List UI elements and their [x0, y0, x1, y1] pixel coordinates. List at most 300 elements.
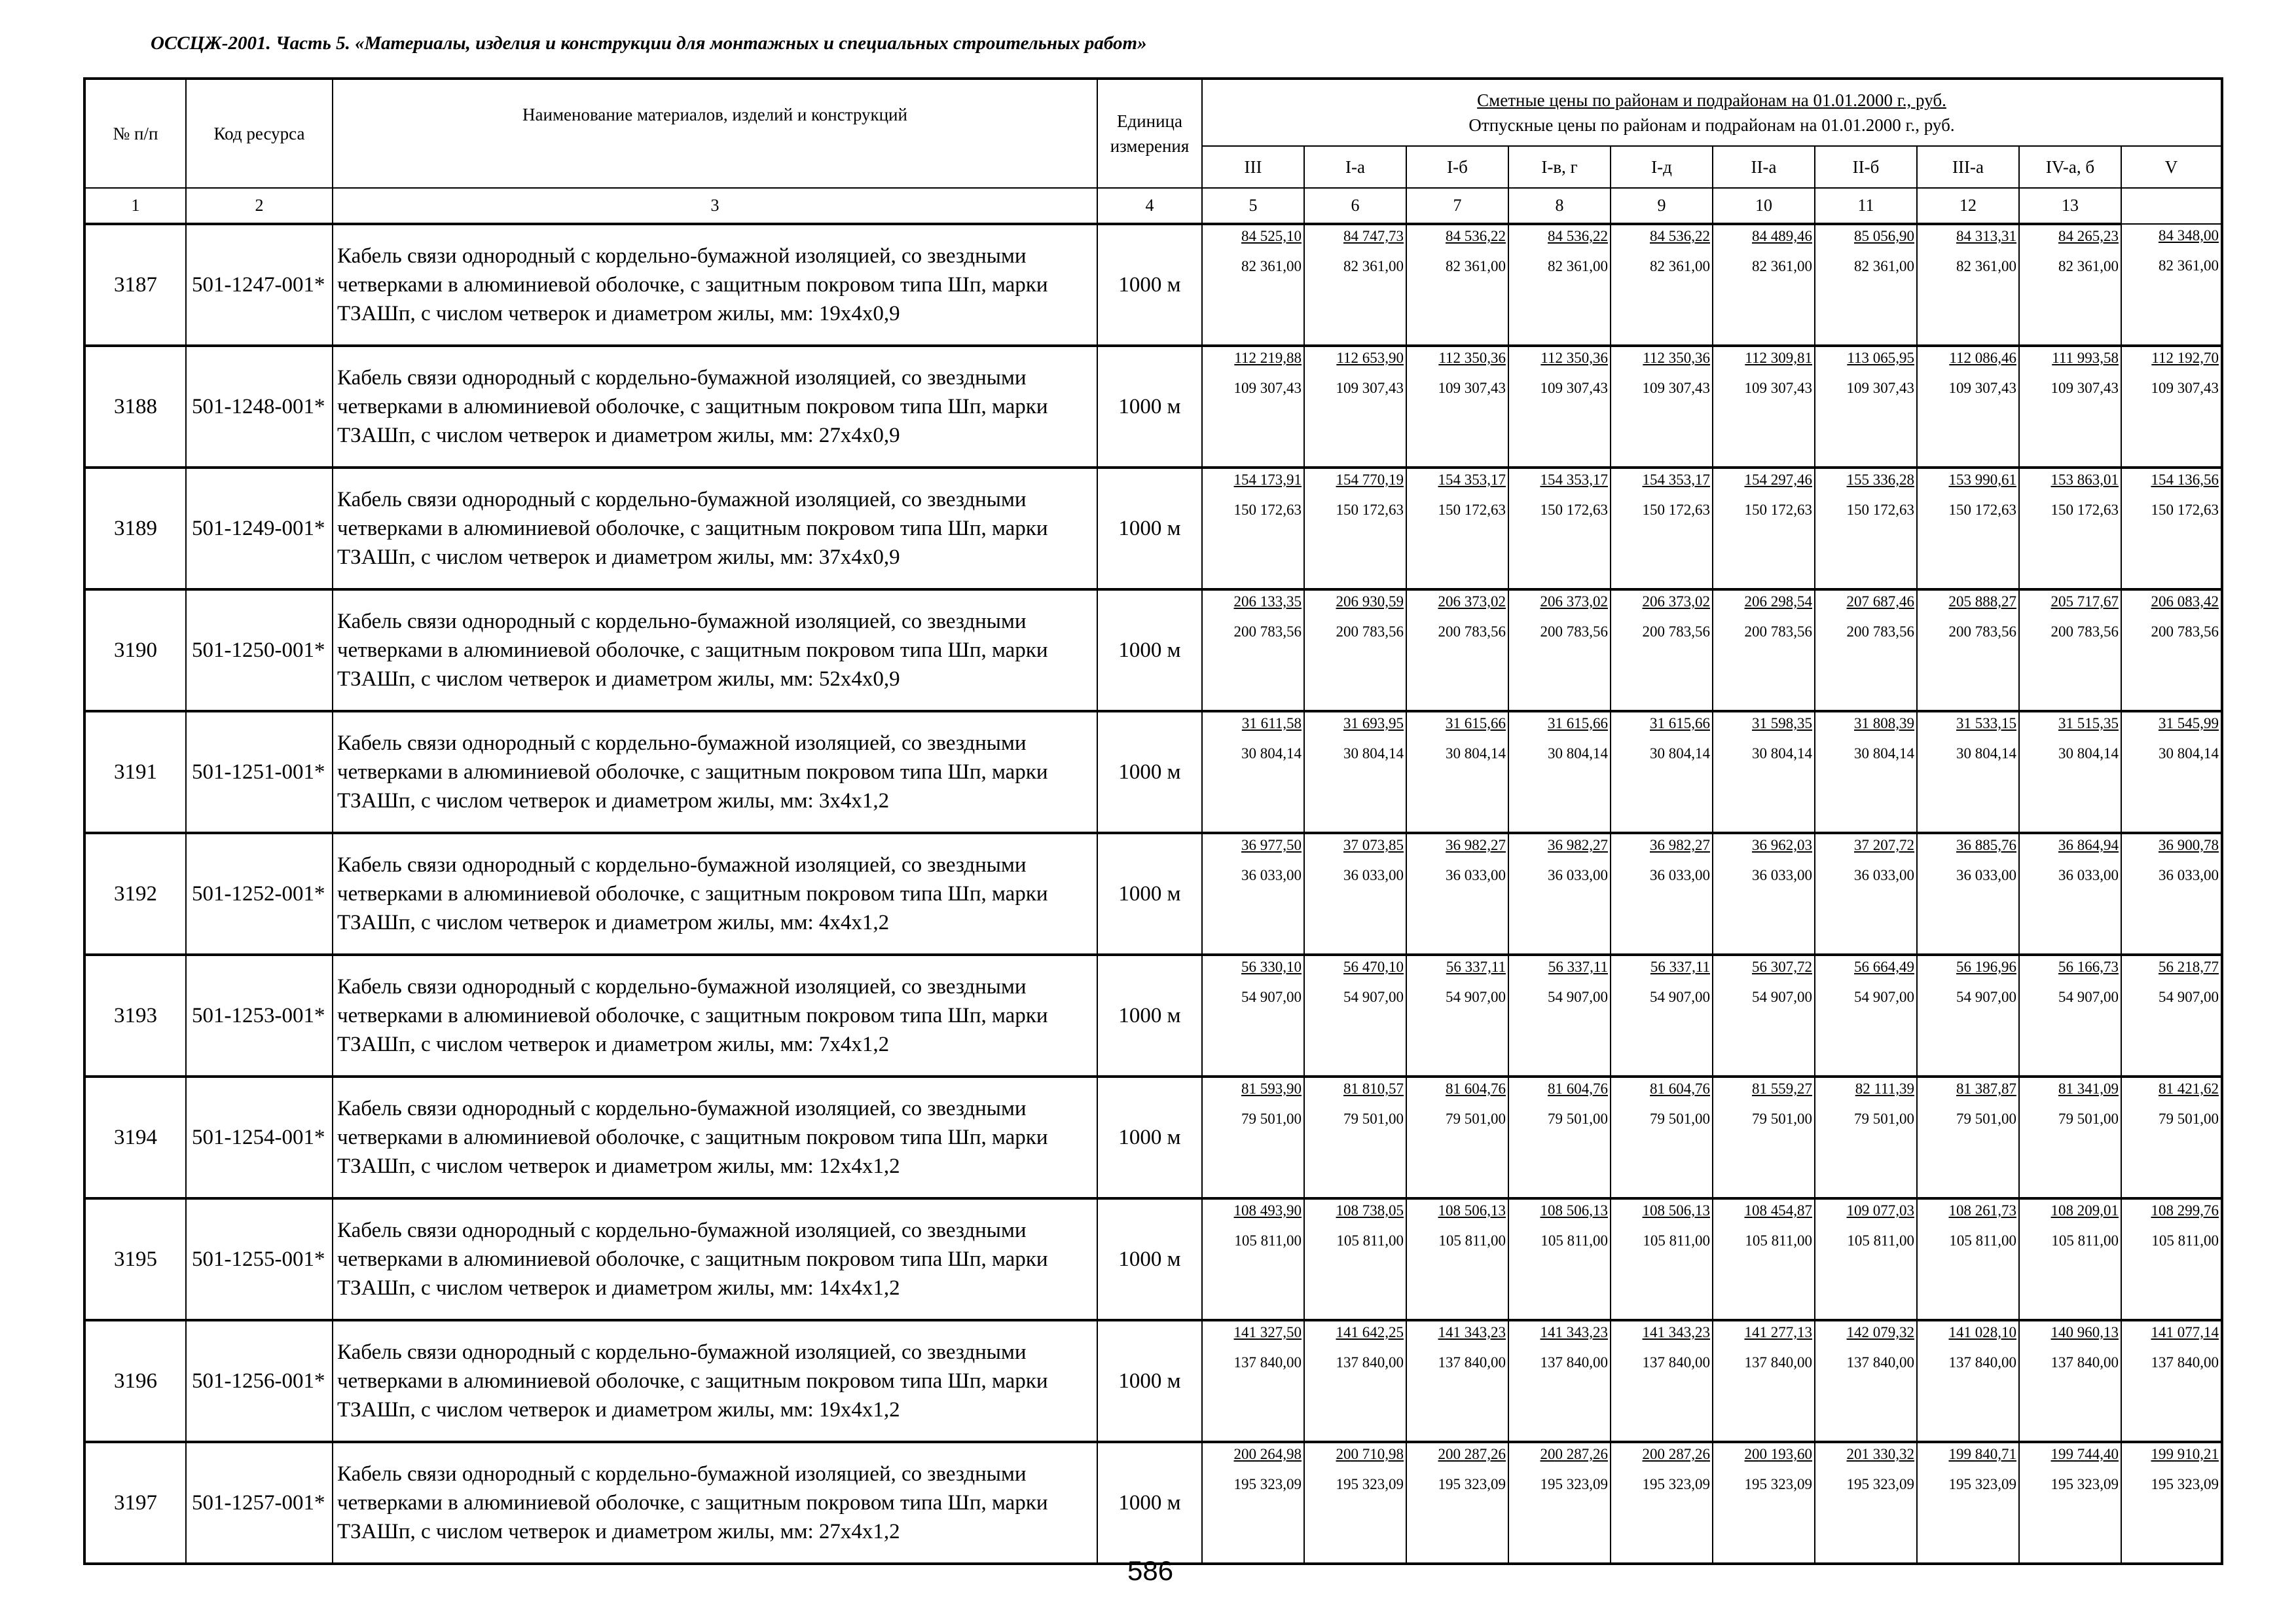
region-header: III — [1202, 146, 1304, 188]
unit-of-measure: 1000 м — [1097, 955, 1202, 1077]
price-cell — [1406, 468, 1508, 589]
price-cell — [1917, 711, 2019, 833]
price-cell — [1815, 1320, 1917, 1442]
price-cell — [1406, 224, 1508, 346]
estimated-price: 108 506,13 — [1540, 1202, 1608, 1219]
row-number: 3190 — [84, 589, 186, 711]
price-cell — [1815, 468, 1917, 589]
price-cell — [1202, 1320, 1304, 1442]
resource-name: Кабель связи однородный с кордельно-бумажной изоляцией, со звездными четверками в алюминиевой оболочке, с защитным покровом типа Шп, марки ТЗАШп, с числом четверок и диаметром жилы, мм: 52х4х0,9 — [333, 589, 1097, 711]
release-price: 82 361,00 — [1446, 258, 1506, 274]
price-cell — [1202, 589, 1304, 711]
table-row — [84, 955, 2222, 1077]
release-price: 195 323,09 — [1948, 1476, 2016, 1492]
estimated-price: 81 559,27 — [1752, 1080, 1812, 1097]
estimated-price: 31 615,66 — [1650, 715, 1710, 731]
release-price: 137 840,00 — [1233, 1354, 1302, 1371]
row-number: 3197 — [84, 1442, 186, 1564]
price-cell — [1406, 1077, 1508, 1198]
estimated-price: 155 336,28 — [1846, 471, 1914, 488]
price-cell — [1304, 1198, 1406, 1320]
estimated-price: 56 337,11 — [1446, 959, 1506, 975]
release-price: 105 811,00 — [1336, 1232, 1404, 1249]
price-cell — [1304, 1442, 1406, 1564]
release-price: 150 172,63 — [1744, 502, 1812, 518]
price-cell — [1713, 1442, 1815, 1564]
resource-code: 501-1252-001* — [186, 833, 333, 955]
estimated-price: 36 900,78 — [2159, 837, 2219, 853]
release-price: 105 811,00 — [1643, 1232, 1710, 1249]
price-cell — [1713, 224, 1815, 346]
release-price: 105 811,00 — [1745, 1232, 1812, 1249]
release-price: 30 804,14 — [1241, 745, 1302, 762]
resource-name: Кабель связи однородный с кордельно-бумажной изоляцией, со звездными четверками в алюминиевой оболочке, с защитным покровом типа Шп, марки ТЗАШп, с числом четверок и диаметром жилы, мм: 12х4х1,2 — [333, 1077, 1097, 1198]
estimated-price: 206 373,02 — [1642, 593, 1710, 610]
table-row — [84, 589, 2222, 711]
estimated-price: 108 738,05 — [1336, 1202, 1404, 1219]
region-header: IV-а, б — [2019, 146, 2121, 188]
col-header-prices — [1202, 79, 2222, 146]
price-cell — [2121, 955, 2222, 1077]
price-cell — [1917, 833, 2019, 955]
release-price: 30 804,14 — [1446, 745, 1506, 762]
table-row — [84, 711, 2222, 833]
price-cell — [2019, 1198, 2121, 1320]
estimated-price: 200 287,26 — [1540, 1446, 1608, 1462]
estimated-price: 112 309,81 — [1745, 350, 1812, 366]
price-cell — [1406, 833, 1508, 955]
price-cell — [2121, 1320, 2222, 1442]
estimated-price: 205 888,27 — [1948, 593, 2016, 610]
price-cell — [1917, 224, 2019, 346]
estimated-price: 206 930,59 — [1336, 593, 1404, 610]
price-cell — [1611, 833, 1713, 955]
page-number: 586 — [1127, 1555, 1174, 1586]
resource-name: Кабель связи однородный с кордельно-бумажной изоляцией, со звездными четверками в алюминиевой оболочке, с защитным покровом типа Шп, марки ТЗАШп, с числом четверок и диаметром жилы, мм: 19х4х0,9 — [333, 224, 1097, 346]
estimated-price: 206 373,02 — [1438, 593, 1506, 610]
estimated-price: 154 173,91 — [1233, 471, 1302, 488]
estimated-price: 81 387,87 — [1956, 1080, 2016, 1097]
table-row — [84, 346, 2222, 468]
release-price: 79 501,00 — [1343, 1111, 1404, 1127]
release-price: 79 501,00 — [1241, 1111, 1302, 1127]
estimated-price: 56 330,10 — [1241, 959, 1302, 975]
release-price: 82 361,00 — [2159, 257, 2219, 274]
row-number: 3188 — [84, 346, 186, 468]
estimated-price: 31 515,35 — [2058, 715, 2119, 731]
table-row — [84, 833, 2222, 955]
estimated-price: 206 083,42 — [2151, 593, 2219, 610]
estimated-price: 111 993,58 — [2052, 350, 2119, 366]
table-row — [84, 1077, 2222, 1198]
estimated-price: 36 982,27 — [1446, 837, 1506, 853]
release-price: 30 804,14 — [1650, 745, 1710, 762]
price-cell — [1713, 1320, 1815, 1442]
estimated-price: 81 810,57 — [1343, 1080, 1404, 1097]
release-price: 36 033,00 — [1854, 867, 1914, 883]
column-number: 5 — [1202, 188, 1304, 224]
estimated-price: 84 536,22 — [1548, 228, 1608, 244]
unit-of-measure: 1000 м — [1097, 1198, 1202, 1320]
estimated-price: 112 086,46 — [1949, 350, 2016, 366]
column-number: 1 — [84, 188, 186, 224]
release-price: 150 172,63 — [1540, 502, 1608, 518]
release-price: 79 501,00 — [1650, 1111, 1710, 1127]
price-cell — [1611, 1077, 1713, 1198]
estimated-price: 36 982,27 — [1548, 837, 1608, 853]
release-price: 109 307,43 — [2050, 380, 2119, 396]
release-price: 105 811,00 — [1438, 1232, 1506, 1249]
unit-of-measure: 1000 м — [1097, 468, 1202, 589]
release-price: 195 323,09 — [1744, 1476, 1812, 1492]
price-cell — [2121, 1077, 2222, 1198]
release-price: 54 907,00 — [1548, 989, 1608, 1005]
estimated-price: 141 343,23 — [1642, 1324, 1710, 1340]
release-price: 36 033,00 — [1956, 867, 2016, 883]
unit-of-measure: 1000 м — [1097, 1320, 1202, 1442]
price-cell — [1713, 589, 1815, 711]
price-cell — [1917, 1198, 2019, 1320]
release-price: 150 172,63 — [2050, 502, 2119, 518]
estimated-price: 200 287,26 — [1642, 1446, 1710, 1462]
release-price: 82 361,00 — [1854, 258, 1914, 274]
price-cell — [1917, 589, 2019, 711]
release-price: 150 172,63 — [1948, 502, 2016, 518]
price-cell — [1508, 955, 1611, 1077]
estimated-price: 153 863,01 — [2050, 471, 2119, 488]
estimated-price: 112 192,70 — [2151, 350, 2219, 366]
price-cell — [1713, 346, 1815, 468]
release-price: 195 323,09 — [1846, 1476, 1914, 1492]
release-price: 36 033,00 — [1548, 867, 1608, 883]
resource-code: 501-1247-001* — [186, 224, 333, 346]
release-price: 79 501,00 — [1956, 1111, 2016, 1127]
price-cell — [1815, 711, 1917, 833]
release-price: 109 307,43 — [1948, 380, 2016, 396]
release-price: 195 323,09 — [1642, 1476, 1710, 1492]
price-cell — [1202, 711, 1304, 833]
price-cell — [1202, 1077, 1304, 1198]
estimated-price: 199 910,21 — [2151, 1446, 2219, 1462]
resource-code: 501-1257-001* — [186, 1442, 333, 1564]
price-cell — [1508, 1442, 1611, 1564]
price-cell — [1815, 1442, 1917, 1564]
estimated-price: 84 265,23 — [2058, 228, 2119, 244]
price-cell — [2121, 833, 2222, 955]
column-number: 6 — [1304, 188, 1406, 224]
estimated-price: 56 664,49 — [1854, 959, 1914, 975]
release-price: 137 840,00 — [2151, 1354, 2219, 1371]
release-price: 79 501,00 — [2058, 1111, 2119, 1127]
release-prices-title: Отпускные цены по районам и подрайонам на 01.01.2000 г., руб. — [1468, 115, 1955, 135]
release-price: 82 361,00 — [1343, 258, 1404, 274]
release-price: 105 811,00 — [1234, 1232, 1302, 1249]
release-price: 109 307,43 — [1438, 380, 1506, 396]
estimated-price: 207 687,46 — [1846, 593, 1914, 610]
col-header-code: Код ресурса — [186, 79, 333, 188]
resource-name: Кабель связи однородный с кордельно-бумажной изоляцией, со звездными четверками в алюминиевой оболочке, с защитным покровом типа Шп, марки ТЗАШп, с числом четверок и диаметром жилы, мм: 27х4х0,9 — [333, 346, 1097, 468]
price-cell — [2121, 346, 2222, 468]
estimated-price: 140 960,13 — [2050, 1324, 2119, 1340]
estimated-price: 84 348,00 — [2159, 227, 2219, 244]
estimated-price: 205 717,67 — [2050, 593, 2119, 610]
region-header: I-б — [1406, 146, 1508, 188]
release-price: 195 323,09 — [2151, 1476, 2219, 1492]
col-header-num: № п/п — [84, 79, 186, 188]
release-price: 137 840,00 — [1336, 1354, 1404, 1371]
price-cell — [2019, 468, 2121, 589]
price-cell — [1611, 1442, 1713, 1564]
row-number: 3189 — [84, 468, 186, 589]
unit-of-measure: 1000 м — [1097, 1442, 1202, 1564]
estimated-price: 31 533,15 — [1956, 715, 2016, 731]
estimated-price: 84 313,31 — [1956, 228, 2016, 244]
release-price: 105 811,00 — [2151, 1232, 2219, 1249]
price-cell — [1917, 1077, 2019, 1198]
estimated-price: 206 298,54 — [1744, 593, 1812, 610]
row-number: 3193 — [84, 955, 186, 1077]
price-cell — [1202, 224, 1304, 346]
unit-of-measure: 1000 м — [1097, 711, 1202, 833]
price-cell — [1202, 1198, 1304, 1320]
document-header: ОССЦЖ-2001. Часть 5. «Материалы, изделия и конструкции для монтажных и специальных строительных работ» — [151, 33, 1147, 54]
price-cell — [1202, 346, 1304, 468]
estimated-price: 108 209,01 — [2050, 1202, 2119, 1219]
price-cell — [1406, 1198, 1508, 1320]
estimated-price: 108 261,73 — [1948, 1202, 2016, 1219]
estimated-price: 31 615,66 — [1548, 715, 1608, 731]
price-cell — [1815, 1077, 1917, 1198]
price-cell — [2019, 833, 2121, 955]
estimated-price: 82 111,39 — [1855, 1080, 1914, 1097]
price-cell — [2121, 711, 2222, 833]
release-price: 79 501,00 — [1548, 1111, 1608, 1127]
estimated-price: 56 470,10 — [1343, 959, 1404, 975]
price-cell — [1508, 468, 1611, 589]
unit-of-measure: 1000 м — [1097, 224, 1202, 346]
resource-name: Кабель связи однородный с кордельно-бумажной изоляцией, со звездными четверками в алюминиевой оболочке, с защитным покровом типа Шп, марки ТЗАШп, с числом четверок и диаметром жилы, мм: 3х4х1,2 — [333, 711, 1097, 833]
release-price: 82 361,00 — [2058, 258, 2119, 274]
price-cell — [2019, 955, 2121, 1077]
release-price: 109 307,43 — [1540, 380, 1608, 396]
estimated-price: 141 343,23 — [1540, 1324, 1608, 1340]
column-number: 3 — [333, 188, 1097, 224]
resource-code: 501-1248-001* — [186, 346, 333, 468]
estimated-price: 112 350,36 — [1540, 350, 1608, 366]
unit-of-measure: 1000 м — [1097, 589, 1202, 711]
release-price: 200 783,56 — [1744, 623, 1812, 640]
release-price: 36 033,00 — [2159, 867, 2219, 883]
price-cell — [1917, 468, 2019, 589]
release-price: 150 172,63 — [1336, 502, 1404, 518]
estimated-price: 31 598,35 — [1752, 715, 1812, 731]
col-header-name: Наименование материалов, изделий и конструкций — [333, 79, 1097, 188]
estimated-price: 141 327,50 — [1233, 1324, 1302, 1340]
unit-of-measure: 1000 м — [1097, 346, 1202, 468]
release-price: 82 361,00 — [1548, 258, 1608, 274]
price-cell — [1611, 1320, 1713, 1442]
release-price: 200 783,56 — [1336, 623, 1404, 640]
estimated-price: 84 536,22 — [1650, 228, 1710, 244]
row-number: 3196 — [84, 1320, 186, 1442]
release-price: 195 323,09 — [2050, 1476, 2119, 1492]
price-cell — [2121, 468, 2222, 589]
price-cell — [2121, 224, 2222, 346]
release-price: 54 907,00 — [2159, 989, 2219, 1005]
price-cell — [1917, 346, 2019, 468]
release-price: 200 783,56 — [1846, 623, 1914, 640]
estimated-price: 200 193,60 — [1744, 1446, 1812, 1462]
price-cell — [1304, 589, 1406, 711]
price-cell — [2019, 1442, 2121, 1564]
row-number: 3187 — [84, 224, 186, 346]
release-price: 54 907,00 — [1752, 989, 1812, 1005]
estimated-price: 141 277,13 — [1744, 1324, 1812, 1340]
release-price: 137 840,00 — [1846, 1354, 1914, 1371]
estimated-price: 81 604,76 — [1650, 1080, 1710, 1097]
release-price: 150 172,63 — [1233, 502, 1302, 518]
price-cell — [1713, 1198, 1815, 1320]
estimated-price: 141 028,10 — [1948, 1324, 2016, 1340]
estimated-price: 206 373,02 — [1540, 593, 1608, 610]
release-price: 82 361,00 — [1956, 258, 2016, 274]
release-price: 36 033,00 — [1241, 867, 1302, 883]
price-cell — [1815, 346, 1917, 468]
estimated-price: 112 219,88 — [1234, 350, 1302, 366]
release-price: 137 840,00 — [1744, 1354, 1812, 1371]
estimated-price: 112 653,90 — [1336, 350, 1404, 366]
resource-name: Кабель связи однородный с кордельно-бумажной изоляцией, со звездными четверками в алюминиевой оболочке, с защитным покровом типа Шп, марки ТЗАШп, с числом четверок и диаметром жилы, мм: 7х4х1,2 — [333, 955, 1097, 1077]
release-price: 30 804,14 — [1956, 745, 2016, 762]
region-header: I-д — [1611, 146, 1713, 188]
price-cell — [2019, 346, 2121, 468]
release-price: 54 907,00 — [1650, 989, 1710, 1005]
row-number: 3194 — [84, 1077, 186, 1198]
estimated-price: 56 166,73 — [2058, 959, 2119, 975]
estimated-price: 36 962,03 — [1752, 837, 1812, 853]
region-header: V — [2121, 146, 2222, 188]
estimated-price: 31 611,58 — [1241, 715, 1302, 731]
price-cell — [1406, 1320, 1508, 1442]
release-price: 82 361,00 — [1650, 258, 1710, 274]
estimated-price: 31 545,99 — [2159, 715, 2219, 731]
release-price: 200 783,56 — [1540, 623, 1608, 640]
price-cell — [1406, 346, 1508, 468]
estimated-price: 206 133,35 — [1233, 593, 1302, 610]
row-number: 3195 — [84, 1198, 186, 1320]
resource-code: 501-1256-001* — [186, 1320, 333, 1442]
region-header: II-б — [1815, 146, 1917, 188]
release-price: 137 840,00 — [1948, 1354, 2016, 1371]
column-number: 8 — [1508, 188, 1611, 224]
estimated-price: 112 350,36 — [1438, 350, 1506, 366]
estimated-price: 31 615,66 — [1446, 715, 1506, 731]
estimated-price: 84 747,73 — [1343, 228, 1404, 244]
column-number: 12 — [1917, 188, 2019, 224]
release-price: 54 907,00 — [1241, 989, 1302, 1005]
release-price: 150 172,63 — [1642, 502, 1710, 518]
price-cell — [1508, 833, 1611, 955]
price-cell — [1611, 589, 1713, 711]
estimated-price: 200 287,26 — [1438, 1446, 1506, 1462]
estimated-price: 154 353,17 — [1438, 471, 1506, 488]
release-price: 109 307,43 — [2151, 380, 2219, 396]
estimated-price: 108 506,13 — [1642, 1202, 1710, 1219]
price-cell — [1713, 711, 1815, 833]
price-cell — [2019, 1077, 2121, 1198]
estimated-price: 36 885,76 — [1956, 837, 2016, 853]
estimated-price: 201 330,32 — [1846, 1446, 1914, 1462]
estimated-price: 84 489,46 — [1752, 228, 1812, 244]
release-price: 79 501,00 — [1752, 1111, 1812, 1127]
release-price: 109 307,43 — [1642, 380, 1710, 396]
release-price: 30 804,14 — [2159, 745, 2219, 762]
price-cell — [1815, 589, 1917, 711]
price-cell — [1815, 833, 1917, 955]
release-price: 54 907,00 — [2058, 989, 2119, 1005]
estimated-price: 154 136,56 — [2151, 471, 2219, 488]
resource-name: Кабель связи однородный с кордельно-бумажной изоляцией, со звездными четверками в алюминиевой оболочке, с защитным покровом типа Шп, марки ТЗАШп, с числом четверок и диаметром жилы, мм: 37х4х0,9 — [333, 468, 1097, 589]
release-price: 105 811,00 — [1540, 1232, 1608, 1249]
price-cell — [2121, 1442, 2222, 1564]
estimated-price: 108 506,13 — [1438, 1202, 1506, 1219]
price-cell — [2019, 1320, 2121, 1442]
price-cell — [1508, 1198, 1611, 1320]
resource-name: Кабель связи однородный с кордельно-бумажной изоляцией, со звездными четверками в алюминиевой оболочке, с защитным покровом типа Шп, марки ТЗАШп, с числом четверок и диаметром жилы, мм: 4х4х1,2 — [333, 833, 1097, 955]
price-cell — [1202, 955, 1304, 1077]
estimated-price: 81 341,09 — [2058, 1080, 2119, 1097]
release-price: 36 033,00 — [1343, 867, 1404, 883]
resource-name: Кабель связи однородный с кордельно-бумажной изоляцией, со звездными четверками в алюминиевой оболочке, с защитным покровом типа Шп, марки ТЗАШп, с числом четверок и диаметром жилы, мм: 14х4х1,2 — [333, 1198, 1097, 1320]
release-price: 30 804,14 — [1548, 745, 1608, 762]
release-price: 137 840,00 — [2050, 1354, 2119, 1371]
estimated-price: 81 593,90 — [1241, 1080, 1302, 1097]
release-price: 200 783,56 — [1233, 623, 1302, 640]
price-cell — [1713, 468, 1815, 589]
resource-code: 501-1251-001* — [186, 711, 333, 833]
column-number: 2 — [186, 188, 333, 224]
estimated-price: 108 454,87 — [1744, 1202, 1812, 1219]
release-price: 200 783,56 — [2151, 623, 2219, 640]
price-cell — [1508, 1320, 1611, 1442]
resource-code: 501-1249-001* — [186, 468, 333, 589]
price-cell — [1713, 1077, 1815, 1198]
price-cell — [1304, 468, 1406, 589]
price-cell — [1508, 224, 1611, 346]
release-price: 30 804,14 — [2058, 745, 2119, 762]
table-row — [84, 1442, 2222, 1564]
estimated-price: 56 307,72 — [1752, 959, 1812, 975]
price-cell — [2019, 224, 2121, 346]
price-cell — [2019, 711, 2121, 833]
price-cell — [1508, 346, 1611, 468]
resource-name: Кабель связи однородный с кордельно-бумажной изоляцией, со звездными четверками в алюминиевой оболочке, с защитным покровом типа Шп, марки ТЗАШп, с числом четверок и диаметром жилы, мм: 27х4х1,2 — [333, 1442, 1097, 1564]
estimated-price: 199 744,40 — [2050, 1446, 2119, 1462]
release-price: 200 783,56 — [1948, 623, 2016, 640]
column-number: 11 — [1815, 188, 1917, 224]
estimated-price: 108 299,76 — [2151, 1202, 2219, 1219]
estimated-price: 31 808,39 — [1854, 715, 1914, 731]
price-cell — [1202, 833, 1304, 955]
release-price: 109 307,43 — [1744, 380, 1812, 396]
price-cell — [2019, 589, 2121, 711]
release-price: 200 783,56 — [1642, 623, 1710, 640]
price-cell — [1611, 1198, 1713, 1320]
price-cell — [1304, 1320, 1406, 1442]
price-cell — [1815, 1198, 1917, 1320]
price-cell — [1406, 955, 1508, 1077]
estimated-price: 154 353,17 — [1540, 471, 1608, 488]
